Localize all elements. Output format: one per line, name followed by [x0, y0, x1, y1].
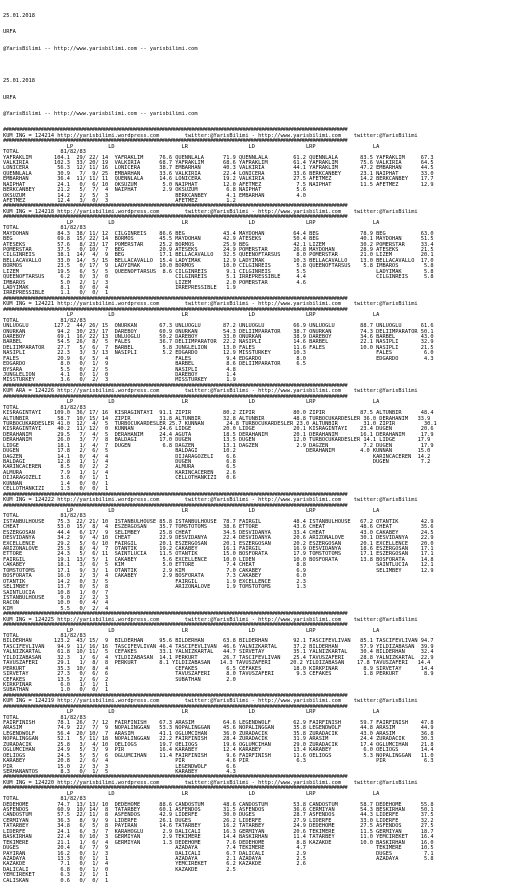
table-row: EDGARDO 8.0 0/ 1/ 9 BARBEL 8.6 DELIIMPARATOR 6.5 [3, 361, 306, 368]
table-row: TAVUSZAFERI 29.1 1/ 8/ 8 PERKURT 8.1 YILDIZABASAN 14.3 TAVUSZAFERI 20.2 YILDIZABASAN 17.8 TAVUSZAFERI 14.4 [3, 660, 431, 667]
table-row: DAGZEN 14.1 0/ 4/ 4 DIJARAGOZELI 6.6 KARINCACEREN 14.2 [3, 453, 431, 460]
table-row: ALMURA 7.9 1/ 1/ 4 KARINCACEREN 2.6 [3, 469, 236, 476]
table-row: CELLOTHANKIZI 1.3 0/ 0/ 1 [3, 486, 109, 493]
table-row: DERAHANIM 26.0 3/ 7/ 8 BALDAGI 17.0 DUGEN 13.5 DUGEN 12.0 TURBOCUKARDESLER 14.1 LIDGE 17.9 [3, 437, 431, 444]
table-row: CALISKAN 0.6 0/ 0/ 1 [3, 877, 109, 884]
table-row: ISTANBULHOUSE 9.0 2/ 2/ 3 [3, 594, 109, 601]
table-row: BASKIRHAN 22.4 0/ 10/ 3 GERMIYAN 2.9 TEKIMERE 14.4 BASKIRHAN 11.4 TATARBEY 11.0 YEMCIREKET 16.4 [3, 834, 434, 841]
table-row: TOTAL 81/82/83 [3, 317, 86, 324]
race-section [3, 612, 527, 694]
header-date: 25.01.2018 [3, 12, 35, 19]
race-sections [3, 128, 527, 884]
table-row: ALTUNBIR 58.7 10/ 15/ 14 ZIPIR 31.8 ALTUNBIR 32.8 ALTUNBIR 48.8 TURBOCUKARDESLER 36.0 DERAHANIM 33.9 [3, 415, 431, 422]
table-row: CAKABEY 18.1 3/ 6/ 5 KIM 5.0 ETTORE 7.4 CHEAT 8.8 SAINTLUCIA 12.1 [3, 562, 434, 569]
table-row: BERKCANBEY 21.2 5/ 7/ 4 NAIPHAT 2.9 OKSUZUM 6.8 NAIPHAT 5.6 [3, 187, 306, 194]
table-row: ONURKAN 94.2 30/ 23/ 17 DAREBOY 60.9 ONURKAN 54.3 DELIIMPARATOR 38.7 ONURKAN 74.3 DELIIMPARATOR 50.1 [3, 328, 434, 335]
table-row: KIM 5.5 0/ 2/ 4 [3, 605, 109, 612]
separator-line: ################################################################################################################################ [3, 692, 348, 699]
table-row: LP LD LR LD LRP LA [3, 312, 380, 319]
table-row: LIDERFE 24.1 6/ 3/ 7 KARAHOGLU 2.9 DALICALI 16.3 GERMIYAN 20.6 TEKIMERE 11.5 GERMIYAN 18.7 [3, 828, 434, 835]
separator-line: ################################################################################################################################ [3, 785, 348, 792]
table-row: LP LD LR LD LRP LA [3, 709, 380, 716]
table-row: LP LD LR LD LRP LA [3, 399, 380, 406]
race-title: KUM ING = 124222 http://yarisbilimi.wordpress.com twitter:@YarisBilimi - http://www.yarisbilimi.com twitter:@YarisBilimi [3, 497, 418, 504]
table-row: EXCELLENCE 29.2 5/ 6/ 10 FAIRGIL 20.1 ESZERGOSAN 20.1 ESZERGOSAN 20.2 ESZERGOSAN 20.1 EXCELLENCE 20.0 [3, 540, 434, 547]
table-row: TEKIMERE 21.1 1/ 6/ 4 GERMIYAN 1.3 DEDEHOME 7.6 DEDEHOME 8.8 KAZAKDE 10.0 BASKIRHAN 16.0 [3, 839, 434, 846]
header-date-repeat: 25.01.2018 [3, 78, 35, 85]
document-page [3, 3, 527, 884]
table-row: DALICALI 6.8 0/ 1/ 0 KAZAKDE 2.5 [3, 866, 236, 873]
table-row: CERMIYAN 36.3 8/ 9/ 9 LIDERFE 26.1 DUGES 26.2 LIDERFE 27.9 LIDERFE 33.0 LIDERFE 32.2 [3, 817, 434, 824]
race-section [3, 775, 527, 884]
table-row: KUNNAN 1.4 0/ 0/ 1 [3, 480, 109, 487]
table-row: SELIMBEY 13.7 0/ 5/ 8 ARIZONALOVE 1.9 TOMSTOTOMS 1.3 [3, 584, 306, 591]
table-row: DERAHANIM 29.5 7/ 4/ 5 DERAHANIM 24.4 AGUTA 18.5 DERAHANIM 20.1 DERAHANIM 16.1 DERAHANIM 17.9 [3, 431, 434, 438]
table-row: ISTANBULHOUSE 75.3 22/ 21/ 10 ISTANBULHOUSE 85.8 ISTANBULHOUSE 78.7 FAIRGIL 48.4 ISTANBULHOUSE 67.2 OTANTIK 42.9 [3, 518, 434, 525]
table-row: BOSFORATA 16.0 2/ 3/ 4 CAKABEY 2.9 BOSFORATA 7.3 CAKABEY 6.0 [3, 573, 306, 580]
table-row: ZURADACIK 25.8 3/ 4/ 10 OELIOGS 19.7 OELIOGS 19.6 OGLUMCIHAN 29.0 ZURADACIK 17.4 OGLUMCIHAN 21.8 [3, 741, 434, 748]
table-row: LP LD LR LD LRP LA [3, 627, 380, 634]
table-row: PERKURT 35.3 10/ 8/ 4 CEFAKES 6.5 CEFAKES 18.0 KIRKPINAR 8.9 SIRVETAY 14.4 [3, 665, 434, 672]
table-row: YEMCIREKET 6.3 2/ 1/ 1 [3, 872, 109, 879]
table-row: BILDERHAN 123.2 43/ 15/ 9 BILDERHAN 95.6 BILDERHAN 63.8 BILDERHAN 92.1 TASCIFEVLIVAN 85.1 TASCIFEVLIVAN 94.7 [3, 638, 434, 645]
table-row: LIDGE 18.1 1/ 4/ 7 DUGEN 6.8 DAGZEN 13.1 DAGZEN 2.9 DAGZEN 7.2 DUGEN 17.9 [3, 442, 434, 449]
race-title: KUM ING = 124225 http://yarisbilimi.wordpress.com twitter:@YarisBilimi - http://www.yarisbilimi.com twitter:@YarisBilimi [3, 616, 418, 623]
table-row: BORMOS 23.5 0/ 17/ 9 LADYIMAK 10.0 BORMOS 10.0 CILGINREIS 5.8 QUEENOFTARSUS 5.8 IMBAROS 5.8 [3, 263, 434, 270]
separator-line: ################################################################################################################################ [3, 382, 348, 389]
table-row: DUGEN 17.8 2/ 6/ 5 BALDAGI 10.2 DERAHANIM 4.0 KUNNAN 15.0 [3, 448, 431, 455]
table-row: QUEENOFTARSUS 6.2 0/ 3/ 0 CILGINREIS 5.1 IRREPRESSIBLE 4.4 CILGINREIS 5.8 [3, 274, 434, 281]
separator-line: ################################################################################################################################ [3, 703, 348, 710]
table-row: PIR 15.0 2/ 3/ 3 LEGENDWOLF 6.6 [3, 763, 236, 770]
race-section [3, 493, 527, 613]
separator-line: ################################################################################################################################ [3, 502, 348, 509]
table-row: IMBAROS 5.0 2/ 1/ 3 LIZEM 2.0 POMERSTAR 4.6 [3, 279, 306, 286]
table-row: DUGES 20.4 6/ 7/ 9 AZADAYA 7.4 TEKIMERE 4.7 TEKIMERE 10.5 [3, 845, 434, 852]
header-source-repeat: @YarisBilimi -- http://www.yarisbilimi.com -- yarisbilimi.com [3, 110, 198, 117]
header-source: @YarisBilimi -- http://www.yarisbilimi.com -- yarisbilimi.com [3, 45, 198, 52]
table-row: SIRVETAY 27.3 0/ 6/ 6 TAVUSZAFERI 8.0 TAVUSZAFERI 9.3 CEFAKES 1.8 PERKURT 8.9 [3, 671, 434, 678]
table-row: MAYDOHAN 84.3 38/ 11/ 12 CILGINREIS 86.6 BEG 43.4 MAYDOHAN 64.4 BEG 78.9 BEG 63.0 [3, 230, 434, 237]
table-row: SERHANANTOS 8.3 0/ 1/ 5 KARABEY 4.3 [3, 768, 236, 775]
separator-line: ################################################################################################################################ [3, 622, 348, 629]
table-row: JUNGLELION 4.1 0/ 1/ 0 DAREBOY 1.4 [3, 372, 236, 378]
table-row: CILGINREIS 38.1 14/ 4/ 9 BEG 17.1 BELLACAVALLO 32.5 QUEENOFTARSUS 8.0 POMERSTAR 21.0 LIZEM 20.1 [3, 252, 434, 259]
table-row: ESZERGOSAN 44.4 6/ 17/ 9 SELIMBEY 25.8 CHEAT 34.5 DESVIDANYA 33.4 CHEAT 43.0 CAKABEY 24.5 [3, 529, 434, 536]
race-section [3, 694, 527, 776]
table-row: YAFRAKLIM 104.1 29/ 22/ 14 YAFRAKLIM 76.6 QUENNLALA 71.9 QUENNLALA 61.2 QUENNLALA 83.5 YAFRAKLIM 67.3 [3, 154, 434, 161]
table-row: VALKIRIA 102.3 33/ 20/ 19 VALKIRIA 68.7 YAFRAKLIM 68.6 YAFRAKLIM 61.4 YAFRAKLIM 75.6 VALKIRIA 64.5 [3, 159, 434, 166]
race-title: KUM ING = 124219 http://yarisbilimi.wordpress.com twitter:@YarisBilimi - http://www.yarisbilimi.com twitter:@YarisBilimi [3, 698, 418, 705]
table-row: DELIIMPARATOR 27.7 5/ 6/ 7 BARBEL 5.8 JUNGLELION 13.0 FALES 11.6 FALES 10.0 NASIPLI 21.5 [3, 344, 434, 351]
table-row: TOTAL 81/82/83 [3, 225, 86, 232]
table-row: TOTAL 81/82/83 [3, 404, 86, 411]
table-row: YALNIZKARTAL 61.8 10/ 11/ 5 CEFAKES 33.1 YALNIZKARTAL 44.7 SIRVETAY 35.1 YALNIZKARTAL 30.4 BILDERHAN 32.4 [3, 649, 434, 656]
table-row: BALDAGI 12.8 1/ 1/ 4 DUGEN 6.8 DUGEN 7.2 [3, 459, 431, 465]
table-row: KARABEY 20.8 2/ 6/ 4 PIR 4.6 PIR 6.3 PIR 6.3 [3, 758, 434, 765]
table-row: TASCIFEVLIVAN 94.9 11/ 16/ 16 TASCIFEVLIVAN 46.4 TASCIFEVLIVAN 46.6 YALNIZKARTAL 37.2 BILDERHAN 57.9 YILDIZABASAN 39.9 [3, 643, 434, 650]
separator-line: ################################################################################################################################ [3, 214, 348, 221]
separator-line: ################################################################################################################################ [3, 611, 348, 618]
table-row: BELLACAVALLO 33.0 14/ 5/ 15 BELLACAVALLO 15.4 LADYIMAK 12.9 LADYIMAK 10.3 BELLACAVALLO 13.0 BELLACAVALLO 17.0 [3, 257, 434, 264]
table-row: BARBEL 54.5 26/ 8/ 5 FALES 36.7 DELIIMPARATOR 22.2 NASIPLI 14.6 BARBEL 22.1 NASIPLI 32.9 [3, 339, 434, 346]
table-row: CANDOSTUM 57.5 22/ 11/ 8 ASFENDOS 42.9 LIDERFE 30.0 DUGES 28.7 ASFENDOS 44.3 LIDERFE 37.5 [3, 812, 434, 819]
table-row: TURBOCUKARDESLER 41.0 12/ 4/ 5 TURBOCUKARDESLER 25.7 KUNNAN 24.8 TURBOCUKARDESLER 23.0 ALTUNBIR 31.0 ZIPIR 30.1 [3, 420, 437, 427]
race-section [3, 204, 527, 296]
table-row: OKSUZUM 14.2 2/ 5/ 3 BERKCANBEY 4.1 EMBARHAN 4.0 [3, 192, 306, 199]
table-row: NOPALINGGAN 52.1 5/ 11/ 18 NOPALINGGAN 22.2 FAIRFINISH 28.4 ZURADACIK 31.9 ARASIM 24.4 ZURADACIK 30.3 [3, 736, 434, 743]
race-section [3, 128, 527, 204]
separator-line: ################################################################################################################################ [3, 127, 348, 134]
table-row: TOTAL 81/82/83 [3, 513, 86, 520]
table-row: KAZAKDE 7.1 0/ 1/ 4 YEMCIREKET 6.2 KAZAKDE 2.6 [3, 861, 306, 868]
separator-line: ################################################################################################################################ [3, 306, 348, 313]
table-row: SAINTLUCIA 10.8 1/ 0/ 7 [3, 589, 109, 596]
table-row: TOTAL 81/82/83 [3, 796, 86, 803]
table-row: ATESEKS 57.6 8/ 23/ 17 POMERSTAR 25.2 BORMOS 25.9 BEG 42.1 LIZEM 30.2 POMERSTAR 33.4 [3, 241, 434, 248]
table-row: KARINCACEREN 8.5 0/ 2/ 2 ALMURA 6.5 [3, 464, 236, 471]
table-row: PAYIRAN 16.2 0/ 1/ 3 DALICALI 6.7 DALICALI 2.9 DUGES 7.1 [3, 850, 434, 857]
table-row: TOTAL 81/82/83 [3, 714, 86, 721]
table-row: BYSARA 5.5 0/ 2/ 5 NASIPLI 4.8 [3, 366, 236, 373]
table-row: IRREPRESSIBLE 1.1 0/ 0/ 1 [3, 290, 109, 297]
table-row: FALES 20.9 6/ 5/ 4 FALES 9.4 EDGARDO 8.0 EDGARDO 4.3 [3, 355, 434, 362]
header-blank [3, 63, 527, 68]
race-title: KUM ING = 124218 http://yarisbilimi.wordpress.com twitter:@YarisBilimi - http://www.yarisbilimi.com twitter:@YarisBilimi [3, 208, 418, 215]
table-row: NASIPLI 22.3 3/ 3/ 13 NASIPLI 5.2 EDGARDO 12.9 MISSTURKEY 10.3 FALES 6.0 [3, 350, 434, 357]
header-city-repeat: URFA [3, 94, 16, 101]
table-row: DAREBOY 69.1 16/ 22/ 13 UNLUOGLU 50.2 DAREBOY 33.0 ONURKAN 38.9 DAREBOY 34.6 BARBEL 43.0 [3, 333, 434, 340]
table-row: EMBARHAN 36.4 11/ 11/ 11 QUENNLALA 14.6 LONICERA 19.2 VALKIRIA 27.5 AFETMEZ 14.2 BERKCANBEY 17.7 [3, 176, 434, 183]
table-row: FAIRFINISH 78.1 26/ 7/ 12 FAIRFINISH 67.3 ARASIM 64.6 LEGENDWOLF 62.9 FAIRFINISH 59.7 FAIRFINISH 47.8 [3, 720, 434, 726]
table-row: POMERSTAR 37.5 0/ 10/ 7 BEG 20.9 ATESEKS 24.9 POMERSTAR 26.8 MAYDOHAN 28.9 ATESEKS 21.5 [3, 246, 434, 253]
race-title: KUM ING = 124220 http://yarisbilimi.wordpress.com twitter:@YarisBilimi - http://www.yarisbilimi.com twitter:@YarisBilimi [3, 779, 418, 786]
table-row: DESVIDANYA 34.2 9/ 4/ 10 CHEAT 22.9 DESVIDANYA 22.4 DESVIDANYA 20.6 ARIZONALOVE 30.1 DESVIDANYA 22.9 [3, 535, 434, 542]
table-row: RACON 10.0 0/ 4/ 4 [3, 600, 109, 607]
table-row: LIZEM 19.5 6/ 5/ 5 QUEENOFTARSUS 8.6 CILGINREIS 9.1 CILGINREIS 5.5 LADYIMAK 5.8 [3, 268, 434, 275]
table-row: CEFAKES 13.5 2/ 6/ 2 SUBATHAN 2.0 [3, 676, 236, 683]
table-row: LP LD LR LD LRP LA [3, 790, 380, 797]
table-row: ARIZONALOVE 25.3 8/ 4/ 7 OTANTIK 19.2 CAKABEY 16.1 FAIRGIL 16.9 DESVIDANYA 18.6 ESZERGOSAN 17.1 [3, 546, 434, 552]
separator-line: ################################################################################################################################ [3, 203, 348, 210]
separator-line: ################################################################################################################################ [3, 774, 348, 781]
race-title: KUM ING = 124214 http://yarisbilimi.wordpress.com twitter:@YarisBilimi - http://www.yarisbilimi.com twitter:@YarisBilimi [3, 132, 418, 139]
table-row: CHEAT 53.0 15/ 8/ 4 ESZERGOSAN 35.7 TOMSTOTOMS 38.6 ETTORE 43.6 CHEAT 48.6 CHEAT 35.6 [3, 524, 434, 531]
table-row: SUBATHAN 1.0 0/ 0/ 1 [3, 687, 109, 694]
table-row: LEGENDWOLF 56.4 20/ 10/ 7 ARASIM 41.1 OGLUMCIHAN 36.0 ZURADACIK 35.8 ZURADACIK 43.0 ARASIM 36.8 [3, 730, 434, 737]
separator-line: ################################################################################################################################ [3, 295, 348, 302]
table-row: FAIRGIL 19.1 13/ 5/ 1 CAKABEY 5.6 EXCELLENCE 10.0 LIDEN 10.0 BOSFORATA 13.8 BOSFORATA 14.8 [3, 556, 434, 563]
race-section [3, 297, 527, 384]
table-row: AFETMEZ 12.4 3/ 0/ 3 AFETMEZ 1.2 [3, 198, 236, 204]
table-row: TOMSTOTOMS 17.1 9/ 3/ 1 OTANTIK 2.9 KIM 7.0 CAKABEY 6.9 SELIMBEY 12.9 [3, 567, 434, 574]
separator-line: ################################################################################################################################ [3, 491, 348, 498]
table-row: KISRAGINTAYI 40.2 11/ 12/ 0 KUNNAN 24.6 LIDGE 20.0 LIDGE 20.1 KISRAGINTAYI 23.4 DUGEN 20.6 [3, 426, 434, 433]
table-row: TATARBEY 34.8 6/ 5/ 8 PAYIRAN 14.6 TATARBEY 16.2 TATARBEY 24.9 DEDEHOME 27.5 ASFENDOS 27.5 [3, 823, 434, 830]
table-row: AZADAYA 13.3 0/ 1/ 1 AZADAYA 2.1 AZADAYA 2.5 AZADAYA 5.8 [3, 855, 434, 862]
table-row: LONICERA 56.3 12/ 11/ 16 LONICERA 38.7 EMBARHAN 40.3 VALKIRIA 44.1 YAFRAKLIM 47.2 EMBARHAN 44.5 [3, 165, 434, 172]
table-row: KISRAGINTAYI 109.0 36/ 17/ 16 KISRAGINTAYI 91.1 ZIPIR 80.2 ZIPIR 80.0 ZIPIR 87.5 ALTUNBIR 48.4 [3, 410, 434, 417]
separator-line: ################################################################################################################################ [3, 138, 348, 145]
table-row: NAIPHAT 24.1 0/ 6/ 10 OKSUZUM 5.0 NAIPHAT 12.0 AFETMEZ 7.5 NAIPHAT 11.5 AFETMEZ 12.9 [3, 181, 434, 188]
table-row: BEG 69.8 15/ 22/ 14 BORMOS 45.5 MAYDOHAN 42.9 ATESEKS 50.4 BEG 40.1 MAYDOHAN 51.5 [3, 236, 434, 243]
table-row: TOTAL 81/82/83 [3, 149, 86, 156]
table-row: LADYIMAK 8.1 0/ 0/ 4 IRREPRESSIBLE 1.9 [3, 285, 236, 291]
separator-line: ################################################################################################################################ [3, 393, 348, 400]
table-row: LP LD LR LD LRP LA [3, 219, 380, 226]
table-row: LP LD LR LD LRP LA [3, 507, 380, 514]
table-row: ETTORE 24.3 5/ 6/ 11 SAINTLUCIA 11.5 OTANTIK 15.0 BOSFORATA 17.9 TOMSTOTOMS 17.1 ESZERGOSAN 17.1 [3, 551, 434, 558]
table-row: OELIOGS 24.5 5/ 5/ 6 OGLUMCIHAN 11.4 FAIRFINISH 9.6 FAIRFINISH 11.6 OELIOGS 5.3 NOPALINGGAN 11.0 [3, 752, 434, 759]
table-row: OGLUMCIHAN 24.9 5/ 3/ 9 PIR 16.4 KARABEY 12.4 KARABEY 13.4 KARABEY 6.0 OELIOGS 14.4 [3, 747, 434, 754]
table-row: OTANTIK 14.2 0/ 3/ 5 FAIRGIL 1.9 EXCELLENCE 2.3 [3, 578, 306, 585]
table-row: MISSTURKEY 3.6 0/ 2/ 3 MISSTURKEY 1.9 [3, 377, 236, 384]
table-row: QUENNLALA 30.9 7/ 9/ 25 EMBARHAN 33.6 VALKIRIA 22.4 LONICERA 33.6 BERKCANBEY 23.1 NAIPHAT 33.0 [3, 170, 434, 177]
race-title: KUM ARA = 124226 http://yarisbilimi.wordpress.com twitter:@YarisBilimi - http://www.yarisbilimi.com twitter:@YarisBilimi [3, 388, 418, 395]
table-row: TOTAL 81/82/83 [3, 633, 86, 639]
race-title: KUM ING = 124221 http://yarisbilimi.wordpress.com twitter:@YarisBilimi - http://www.yarisbilimi.com twitter:@YarisBilimi [3, 301, 418, 308]
table-row: KIRKPINAR 6.0 1/ 1/ 1 [3, 681, 109, 688]
header-city: URFA [3, 29, 16, 36]
table-row: LP LD LR LD LRP LA [3, 143, 380, 150]
table-row: YILDIZABASAN 32.3 1/ 6/ 4 YILDIZABASAN 14.1 PERKURT 26.7 TASCIFEVLIVAN 25.4 TAVUSZAFERI 28.8 YALNIZKARTAL 22.9 [3, 654, 434, 661]
table-row: DIJARAGOZELI 3.6 0/ 1/ 1 CELLOTHANKIZI 0.6 [3, 475, 236, 482]
table-row: ARASIM 74.9 22/ 7/ 9 NOPALINGGAN 53.3 NOPALINGGAN 45.6 NOPALINGGAN 35.8 LEGENDWOLF 44.8 ARASIM 44.9 [3, 725, 434, 732]
race-section [3, 384, 527, 493]
table-row: UNLUOGLU 127.2 44/ 26/ 15 ONURKAN 67.3 UNLUOGLU 87.2 UNLUOGLU 66.9 UNLUOGLU 88.7 UNLUOGLU 61.6 [3, 323, 434, 330]
table-row: DEDEHOME 74.7 13/ 13/ 10 DEDEHOME 88.6 CANDOSTUM 48.6 CANDOSTUM 53.8 CANDOSTUM 58.7 DEDEHOME 55.8 [3, 801, 434, 808]
table-row: ASFENDOS 60.9 10/ 14/ 8 TATARBEY 60.1 ASFENDOS 31.5 ASFENDOS 36.6 CERMIYAN 54.3 BESKIRHAN 50.1 [3, 807, 434, 813]
